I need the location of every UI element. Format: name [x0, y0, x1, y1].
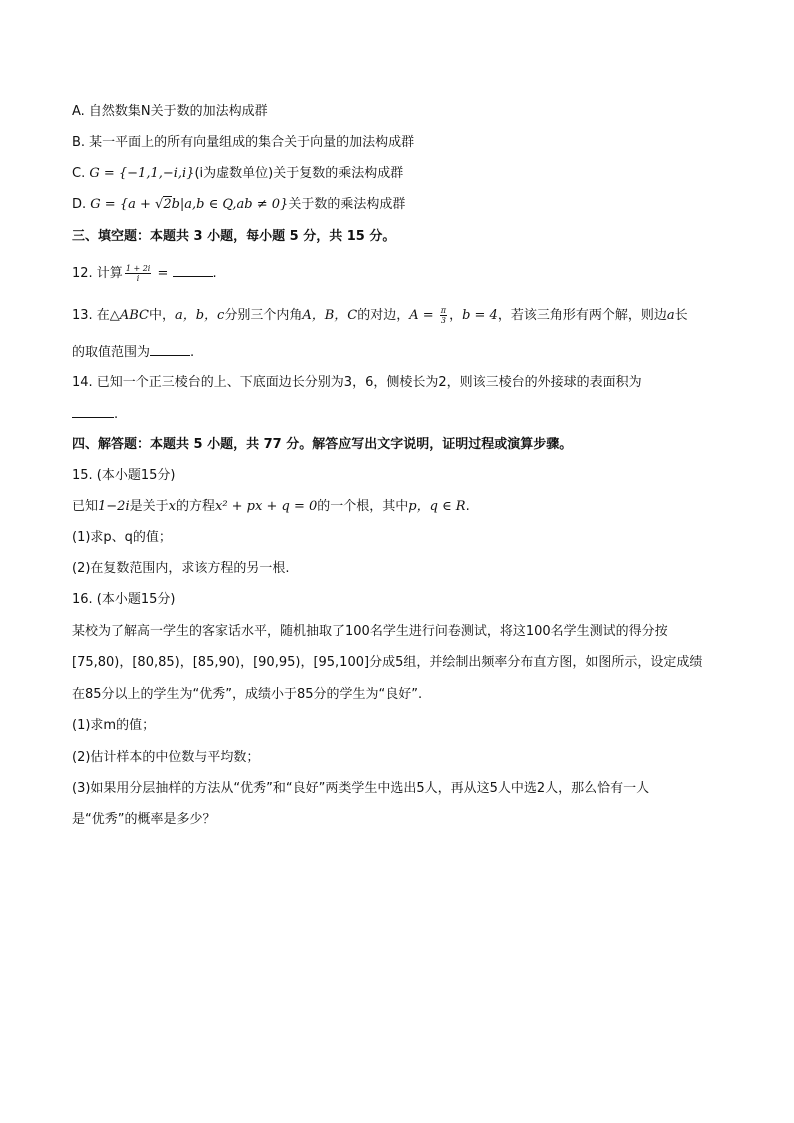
question-16-part-3-line-1: (3)如果用分层抽样的方法从“优秀”和“良好”两类学生中选出5人，再从这5人中选2人，那么恰有一人 — [72, 781, 650, 796]
q13-answer-blank[interactable] — [150, 343, 190, 356]
q13-triangle-abc: ABC — [119, 308, 149, 323]
option-c-math: G = {−1,1,−i,i} — [89, 166, 195, 181]
question-16-part-1: (1)求m的值； — [72, 718, 156, 733]
q13-angle-a: A = — [409, 308, 438, 323]
q13-a-var: a — [666, 308, 675, 323]
q15-equation: x² + px + q = 0 — [214, 499, 318, 514]
question-15-title: 15. (本小题15分) — [72, 468, 176, 483]
question-12 — [72, 264, 217, 283]
question-16-stem-line-3: 在85分以上的学生为“优秀”，成绩小于85分的学生为“良好”. — [72, 687, 423, 702]
q13-frac-den: 3 — [440, 316, 446, 325]
q13-fraction — [440, 306, 447, 325]
question-13-line-1 — [72, 306, 688, 325]
q13-text-4: 的对边， — [357, 308, 410, 323]
option-d — [72, 196, 405, 214]
question-13-line-2 — [72, 343, 194, 362]
q15-root: 1−2i — [98, 499, 130, 514]
question-14-line-2 — [72, 405, 118, 424]
q13-text-8: 的取值范围为 — [72, 345, 151, 360]
q12-answer-blank[interactable] — [173, 264, 213, 277]
option-c — [72, 165, 403, 183]
option-d-math-post: b|a,b ∈ Q,ab ≠ 0} — [171, 197, 289, 212]
q13-b-value: b = 4 — [462, 308, 498, 323]
q15-text-5: . — [465, 499, 470, 514]
q12-equals: = — [153, 266, 173, 281]
q13-text-1: 13. 在△ — [72, 308, 120, 323]
q14-end: . — [114, 407, 119, 422]
q13-text-3: 分别三个内角 — [224, 308, 303, 323]
option-d-text: 关于数的乘法构成群 — [288, 197, 406, 212]
option-d-math-pre: G = {a + — [90, 197, 156, 212]
q13-text-6: ，若该三角形有两个解，则边 — [497, 308, 667, 323]
q15-text-2: 是关于 — [129, 499, 169, 514]
question-16-stem-line-2: [75,80)，[80,85)，[85,90)，[90,95)，[95,100]分成5组，并绘制出频率分布直方图，如图所示，设定成绩 — [72, 655, 703, 670]
q12-fraction — [125, 264, 152, 283]
q15-text-4: 的一个根，其中 — [317, 499, 409, 514]
q15-pq: p，q ∈ R — [408, 499, 466, 514]
q13-frac-num: π — [440, 306, 447, 315]
question-16-part-2: (2)估计样本的中位数与平均数； — [72, 750, 260, 765]
option-b: B. 某一平面上的所有向量组成的集合关于向量的加法构成群 — [72, 135, 415, 150]
q15-text-1: 已知 — [72, 499, 99, 514]
question-15-part-2: (2)在复数范围内，求该方程的另一根. — [72, 561, 290, 576]
question-15-part-1: (1)求p、q的值； — [72, 530, 172, 545]
question-15-stem — [72, 498, 470, 516]
q15-x-var: x — [168, 499, 176, 514]
sqrt-radicand: 2 — [163, 197, 172, 212]
q13-sides: a，b，c — [174, 308, 225, 323]
q12-end: . — [212, 266, 217, 281]
option-d-label: D. — [72, 197, 91, 212]
q13-angles: A，B，C — [302, 308, 358, 323]
section-3-heading: 三、填空题：本题共 3 小题，每小题 5 分，共 15 分。 — [72, 229, 396, 244]
q13-text-7: 长 — [674, 308, 688, 323]
option-a: A. 自然数集N关于数的加法构成群 — [72, 104, 268, 119]
question-14-line-1: 14. 已知一个正三棱台的上、下底面边长分别为3，6，侧棱长为2，则该三棱台的外接球的表面积为 — [72, 375, 642, 390]
option-c-label: C. — [72, 166, 90, 181]
q14-answer-blank[interactable] — [72, 405, 114, 418]
q12-prefix: 12. 计算 — [72, 266, 123, 281]
q12-frac-num: 1 + 2i — [125, 264, 151, 273]
q13-text-5: ， — [449, 308, 463, 323]
question-16-title: 16. (本小题15分) — [72, 592, 176, 607]
q13-end: . — [190, 345, 195, 360]
section-4-heading: 四、解答题：本题共 5 小题，共 77 分。解答应写出文字说明，证明过程或演算步骤。 — [72, 437, 573, 452]
option-c-text: (i为虚数单位)关于复数的乘法构成群 — [194, 166, 404, 181]
question-16-part-3-line-2: 是“优秀”的概率是多少？ — [72, 812, 216, 827]
q12-frac-den: i — [136, 274, 140, 283]
question-16-stem-line-1: 某校为了解高一学生的客家话水平，随机抽取了100名学生进行问卷测试，将这100名学生测试的得分按 — [72, 624, 668, 639]
sqrt-symbol: √2 — [155, 197, 172, 212]
q15-text-3: 的方程 — [175, 499, 215, 514]
q13-text-2: 中， — [148, 308, 175, 323]
